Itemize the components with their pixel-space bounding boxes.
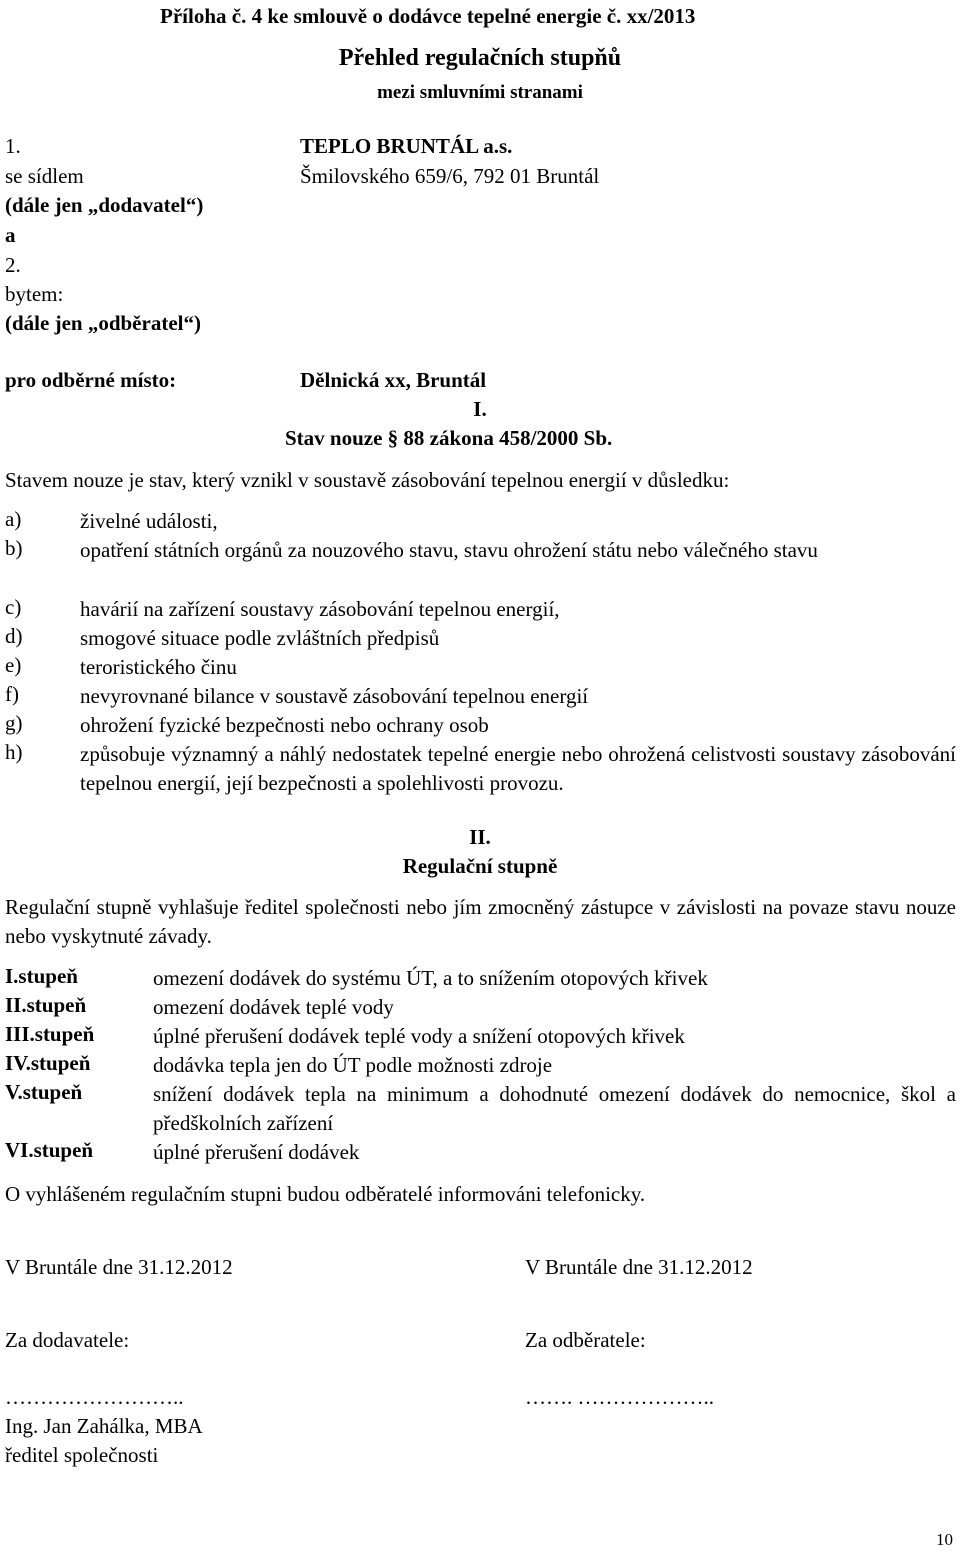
signer-title: ředitel společnosti <box>5 1443 159 1467</box>
right-date: V Bruntále dne 31.12.2012 <box>525 1255 753 1279</box>
seat-label: se sídlem <box>5 164 84 188</box>
stage-label: II.stupeň <box>5 993 87 1017</box>
section-1-numeral: I. <box>473 397 487 421</box>
stage-label: I.stupeň <box>5 964 78 988</box>
place-label: pro odběrné místo: <box>5 368 177 392</box>
section-2-heading: Regulační stupně <box>402 854 558 878</box>
place-value: Dělnická xx, Bruntál <box>300 368 487 392</box>
list-letter: e) <box>5 653 22 677</box>
overview-subtitle: mezi smluvními stranami <box>377 82 583 103</box>
list-text: nevyrovnané bilance v soustavě zásobování tepelnou energií <box>80 684 589 708</box>
stage-description: dodávka tepla jen do ÚT podle možnosti zdroje <box>153 1053 553 1077</box>
supplier-signature-label: Za dodavatele: <box>5 1328 130 1352</box>
stage-description: omezení dodávek do systému ÚT, a to snížením otopových křivek <box>153 966 708 990</box>
section-1-intro: Stavem nouze je stav, který vznikl v soustavě zásobování tepelnou energií v důsledku: <box>5 468 730 492</box>
list-letter: g) <box>5 711 23 735</box>
party-2-number: 2. <box>5 253 21 277</box>
stage-label: IV.stupeň <box>5 1051 91 1075</box>
list-text: opatření státních orgánů za nouzového stavu, stavu ohrožení státu nebo válečného stavu <box>80 538 818 562</box>
customer-signature-line: ……. ……………….. <box>525 1385 714 1409</box>
annex-title: Příloha č. 4 ke smlouvě o dodávce tepelné energie č. xx/2013 <box>160 4 696 28</box>
list-letter: b) <box>5 536 23 560</box>
list-letter: f) <box>5 682 19 706</box>
stage-label: V.stupeň <box>5 1080 83 1104</box>
page-number: 10 <box>936 1530 953 1549</box>
supplier-name: TEPLO BRUNTÁL a.s. <box>300 134 513 158</box>
party-1-number: 1. <box>5 134 21 158</box>
stage-description: úplné přerušení dodávek teplé vody a snížení otopových křivek <box>153 1024 685 1048</box>
list-text: havárií na zařízení soustavy zásobování tepelnou energií, <box>80 597 560 621</box>
customer-signature-label: Za odběratele: <box>525 1328 646 1352</box>
list-text: živelné události, <box>80 509 218 533</box>
left-date: V Bruntále dne 31.12.2012 <box>5 1255 233 1279</box>
stage-label: VI.stupeň <box>5 1138 94 1162</box>
section-2-numeral: II. <box>469 825 491 849</box>
supplier-signature-line: …………………….. <box>5 1385 184 1409</box>
signer-name: Ing. Jan Zahálka, MBA <box>5 1414 203 1438</box>
residence-label: bytem: <box>5 282 64 306</box>
list-letter: c) <box>5 595 22 619</box>
and-label: a <box>5 223 16 247</box>
section-1-heading: Stav nouze § 88 zákona 458/2000 Sb. <box>285 426 613 450</box>
customer-alias: (dále jen „odběratel“) <box>5 311 201 335</box>
list-letter: h) <box>5 740 23 764</box>
list-text: teroristického činu <box>80 655 237 679</box>
list-letter: d) <box>5 624 23 648</box>
stage-description: snížení dodávek tepla na minimum a dohodnuté omezení dodávek do nemocnice, škol a předškolních zařízení <box>153 1082 956 1135</box>
notice-text: O vyhlášeném regulačním stupni budou odběratelé informováni telefonicky. <box>5 1182 646 1206</box>
list-letter: a) <box>5 507 22 531</box>
stage-label: III.stupeň <box>5 1022 95 1046</box>
seat-value: Šmilovského 659/6, 792 01 Bruntál <box>300 164 600 188</box>
stage-description: omezení dodávek teplé vody <box>153 995 394 1019</box>
stage-description: úplné přerušení dodávek <box>153 1140 360 1164</box>
list-text: smogové situace podle zvláštních předpisů <box>80 626 440 650</box>
list-text: ohrožení fyzické bezpečnosti nebo ochrany osob <box>80 713 489 737</box>
supplier-alias: (dále jen „dodavatel“) <box>5 193 204 217</box>
overview-title: Přehled regulačních stupňů <box>338 45 622 71</box>
section-2-intro: Regulační stupně vyhlašuje ředitel společnosti nebo jím zmocněný zástupce v závislosti na povaze stavu nouze nebo vyskytnuté závady. <box>5 895 956 948</box>
list-text: způsobuje významný a náhlý nedostatek tepelné energie nebo ohrožená celistvosti soustavy zásobování tepelnou energií, její bezpečnosti a spolehlivosti provozu. <box>80 742 956 795</box>
